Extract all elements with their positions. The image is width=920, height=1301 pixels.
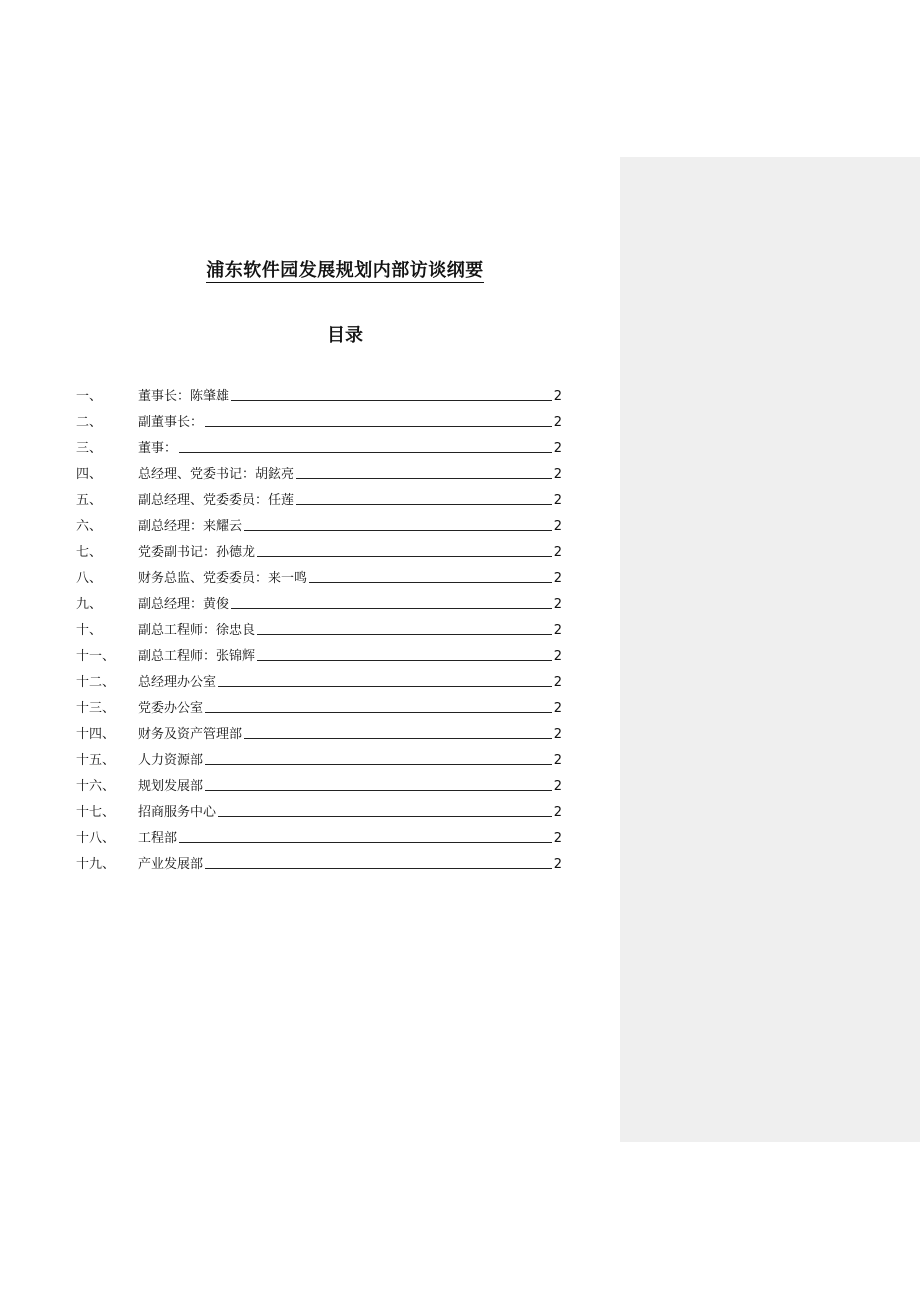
toc-entry[interactable] (76, 404, 562, 430)
toc-entry-page: 2 (553, 649, 562, 664)
toc-leader-line (218, 816, 552, 817)
toc-leader-line (231, 608, 552, 609)
toc-entry-label: 人力资源部 (138, 753, 204, 768)
toc-leader-line (244, 530, 552, 531)
toc-entry-page: 2 (553, 831, 562, 846)
toc-entry-page: 2 (553, 597, 562, 612)
toc-entry-number: 六、 (76, 519, 103, 534)
toc-entry[interactable] (76, 820, 562, 846)
toc-entry-page: 2 (553, 675, 562, 690)
toc-entry-label: 副总工程师：张锦辉 (138, 649, 256, 664)
toc-entry-label: 财务及资产管理部 (138, 727, 243, 742)
toc-entry-label: 产业发展部 (138, 857, 204, 872)
toc-entry-number: 四、 (76, 467, 103, 482)
toc-leader-line (231, 400, 552, 401)
toc-leader-line (205, 764, 552, 765)
toc-entry[interactable] (76, 664, 562, 690)
toc-entry-label: 党委办公室 (138, 701, 204, 716)
toc-entry-label: 财务总监、党委委员：来一鸣 (138, 571, 308, 586)
toc-heading: 目录 (327, 325, 363, 346)
toc-leader-line (205, 790, 552, 791)
toc-entry-label: 董事： (138, 441, 178, 456)
toc-leader-line (179, 452, 552, 453)
toc-entry-page: 2 (553, 701, 562, 716)
toc-entry[interactable] (76, 846, 562, 872)
toc-entry-page: 2 (553, 779, 562, 794)
toc-entry-label: 董事长：陈肇雄 (138, 389, 230, 404)
toc-entry-number: 十、 (76, 623, 103, 638)
toc-entry-number: 十四、 (76, 727, 116, 742)
toc-entry-page: 2 (553, 623, 562, 638)
document-title-text: 浦东软件园发展规划内部访谈纲要 (206, 260, 484, 281)
toc-entry-number: 七、 (76, 545, 103, 560)
toc-entry-number: 九、 (76, 597, 103, 612)
toc-entry-number: 十六、 (76, 779, 116, 794)
toc-leader-line (296, 504, 552, 505)
toc-entry-number: 十九、 (76, 857, 116, 872)
toc-entry-page: 2 (553, 467, 562, 482)
toc-entry[interactable] (76, 508, 562, 534)
toc-entry[interactable] (76, 430, 562, 456)
toc-entry-page: 2 (553, 753, 562, 768)
toc-leader-line (257, 556, 552, 557)
toc-entry-page: 2 (553, 857, 562, 872)
toc-entry[interactable] (76, 690, 562, 716)
toc-entry-label: 工程部 (138, 831, 178, 846)
toc-entry-label: 副总经理：黄俊 (138, 597, 230, 612)
toc-entry-number: 十五、 (76, 753, 116, 768)
toc-entry-label: 副总经理、党委委员：任莲 (138, 493, 295, 508)
toc-entry-label: 总经理办公室 (138, 675, 217, 690)
toc-entry-page: 2 (553, 519, 562, 534)
toc-entry-number: 十八、 (76, 831, 116, 846)
toc-entry-number: 十一、 (76, 649, 116, 664)
toc-entry[interactable] (76, 742, 562, 768)
toc-entry[interactable] (76, 482, 562, 508)
toc-entry-number: 十三、 (76, 701, 116, 716)
toc-entry-number: 二、 (76, 415, 103, 430)
toc-leader-line (257, 660, 552, 661)
toc-entry[interactable] (76, 612, 562, 638)
toc-entry[interactable] (76, 768, 562, 794)
toc-entry[interactable] (76, 378, 562, 404)
toc-entry[interactable] (76, 586, 562, 612)
toc-entry-page: 2 (553, 415, 562, 430)
toc-entry-label: 副总经理：来耀云 (138, 519, 243, 534)
toc-entry-page: 2 (553, 727, 562, 742)
toc-entry[interactable] (76, 560, 562, 586)
table-of-contents (76, 378, 562, 872)
comment-margin-panel (620, 157, 920, 1142)
toc-entry-page: 2 (553, 389, 562, 404)
toc-entry-number: 八、 (76, 571, 103, 586)
toc-leader-line (205, 712, 552, 713)
toc-entry-page: 2 (553, 493, 562, 508)
toc-leader-line (179, 842, 552, 843)
toc-entry-page: 2 (553, 805, 562, 820)
toc-entry-label: 规划发展部 (138, 779, 204, 794)
toc-entry[interactable] (76, 534, 562, 560)
toc-leader-line (218, 686, 552, 687)
toc-leader-line (244, 738, 552, 739)
toc-leader-line (205, 868, 552, 869)
toc-entry-page: 2 (553, 441, 562, 456)
toc-entry-page: 2 (553, 545, 562, 560)
toc-entry-label: 招商服务中心 (138, 805, 217, 820)
toc-entry-page: 2 (553, 571, 562, 586)
document-title (0, 256, 690, 282)
toc-leader-line (257, 634, 552, 635)
toc-entry-label: 党委副书记：孙德龙 (138, 545, 256, 560)
toc-entry[interactable] (76, 456, 562, 482)
toc-entry-number: 一、 (76, 389, 103, 404)
toc-entry[interactable] (76, 638, 562, 664)
toc-entry[interactable] (76, 794, 562, 820)
toc-entry-number: 五、 (76, 493, 103, 508)
toc-entry-label: 副董事长： (138, 415, 204, 430)
toc-entry-number: 十二、 (76, 675, 116, 690)
toc-entry-label: 副总工程师：徐忠良 (138, 623, 256, 638)
toc-entry[interactable] (76, 716, 562, 742)
toc-leader-line (296, 478, 552, 479)
toc-entry-number: 十七、 (76, 805, 116, 820)
toc-leader-line (205, 426, 552, 427)
toc-leader-line (309, 582, 552, 583)
toc-entry-number: 三、 (76, 441, 103, 456)
toc-entry-label: 总经理、党委书记：胡鉉亮 (138, 467, 295, 482)
